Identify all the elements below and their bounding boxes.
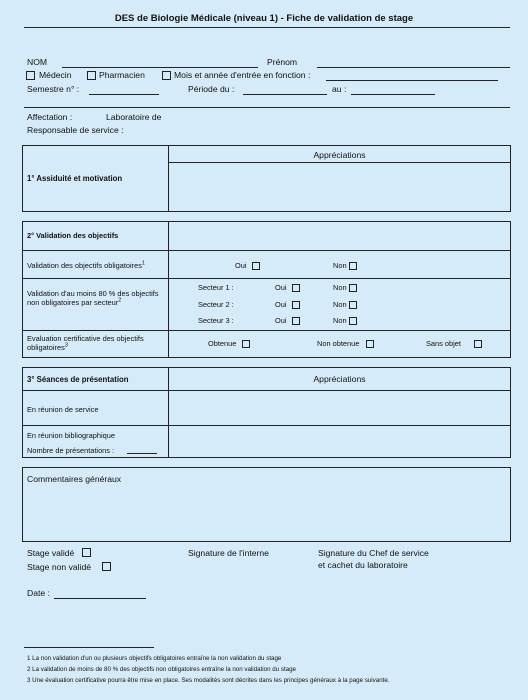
section1-title-text: Assiduité et motivation: [36, 174, 123, 183]
identity-divider: [24, 107, 510, 108]
row1-oui-label: Oui: [235, 261, 247, 270]
secteur3-non-checkbox[interactable]: [349, 317, 357, 325]
date-label: Date :: [27, 588, 50, 598]
section3-number: 3°: [27, 375, 35, 384]
row1-oui-checkbox[interactable]: [252, 262, 260, 270]
form-title: DES de Biologie Médicale (niveau 1) - Fiche de validation de stage: [114, 13, 414, 24]
row2-label: [27, 289, 164, 307]
title-rule: [24, 27, 510, 28]
periode-label: Période du :: [188, 84, 235, 94]
prenom-field[interactable]: [317, 67, 510, 68]
signature-chef-line2: et cachet du laboratoire: [318, 560, 408, 570]
secteur3-label: Secteur 3 :: [198, 316, 234, 325]
secteur1-non-checkbox[interactable]: [349, 284, 357, 292]
secteur3-oui-checkbox[interactable]: [292, 317, 300, 325]
secteur1-oui-checkbox[interactable]: [292, 284, 300, 292]
footnote-3: 3 Une évaluation certificative pourra être mise en place. Ses modalités sont décrites dans les principes généraux à la page suivante.: [27, 677, 390, 684]
secteur3-oui-label: Oui: [275, 316, 287, 325]
secteur2-label: Secteur 2 :: [198, 300, 234, 309]
section2-number: 2°: [27, 231, 35, 240]
section3-title: [27, 375, 129, 384]
secteur1-oui-label: Oui: [275, 283, 287, 292]
obtenue-checkbox[interactable]: [242, 340, 250, 348]
sans-objet-checkbox[interactable]: [474, 340, 482, 348]
laboratoire-label: Laboratoire de: [106, 112, 162, 122]
medecin-label: Médecin: [39, 70, 72, 80]
secteur2-oui-checkbox[interactable]: [292, 301, 300, 309]
row1-non-checkbox[interactable]: [349, 262, 357, 270]
secteur1-non-label: Non: [333, 283, 347, 292]
responsable-label: Responsable de service :: [27, 125, 124, 135]
row1-label: [27, 261, 145, 270]
section2-title-text: Validation des objectifs: [36, 231, 119, 240]
section2-title: [27, 231, 118, 240]
reunion-biblio-label: En réunion bibliographique: [27, 431, 115, 440]
semestre-field[interactable]: [89, 94, 159, 95]
pharmacien-checkbox[interactable]: [87, 71, 96, 80]
section2-rule3: [22, 330, 511, 331]
section2-rule2: [22, 278, 511, 279]
stage-valide-label: Stage validé: [27, 548, 75, 558]
row1-non-label: Non: [333, 261, 347, 270]
signature-interne-label: Signature de l'interne: [188, 548, 269, 558]
date-field[interactable]: [54, 598, 146, 599]
commentaires-label: Commentaires généraux: [27, 474, 122, 484]
non-obtenue-checkbox[interactable]: [366, 340, 374, 348]
row2-footnote-ref: 2: [118, 297, 122, 304]
section1-title: [27, 174, 122, 183]
semestre-label: Semestre n° :: [27, 84, 80, 94]
stage-non-valide-checkbox[interactable]: [102, 562, 111, 571]
mois-label: Mois et année d'entrée en fonction :: [174, 70, 311, 80]
row1-label-text: Validation des objectifs obligatoires: [27, 261, 142, 270]
footnote-2: 2 La validation de moins de 80 % des objectifs non obligatoires entraîne la non validation du stage: [27, 666, 296, 673]
row3-label: [27, 334, 167, 352]
nombre-presentations-label: Nombre de présentations :: [27, 446, 115, 455]
reunion-biblio-area[interactable]: [169, 426, 510, 457]
footnote-rule: [24, 647, 154, 648]
stage-non-valide-label: Stage non validé: [27, 562, 92, 572]
mois-checkbox[interactable]: [162, 71, 171, 80]
prenom-label: Prénom: [267, 57, 298, 67]
row2-label-text: Validation d'au moins 80 % des objectifs non obligatoires par secteur: [27, 289, 159, 307]
periode-au-field[interactable]: [351, 94, 435, 95]
section2-rule1: [22, 250, 511, 251]
secteur3-non-label: Non: [333, 316, 347, 325]
non-obtenue-label: Non obtenue: [317, 339, 360, 348]
reunion-service-area[interactable]: [169, 391, 510, 424]
stage-valide-checkbox[interactable]: [82, 548, 91, 557]
section3-appreciations: Appréciations: [313, 374, 366, 384]
section1-appreciations: Appréciations: [313, 150, 366, 160]
periode-du-field[interactable]: [243, 94, 327, 95]
nom-field[interactable]: [62, 67, 258, 68]
footnote-1: 1 La non validation d'un ou plusieurs objectifs obligatoires entraîne la non validation du stage: [27, 655, 282, 662]
section1-appreciation-area[interactable]: [169, 163, 510, 211]
row3-label-text: Evaluation certificative des objectifs obligatoires: [27, 334, 144, 352]
sans-objet-label: Sans objet: [426, 339, 461, 348]
nombre-presentations-field[interactable]: [127, 453, 157, 454]
section3-title-text: Séances de présentation: [36, 375, 129, 384]
row1-footnote-ref: 1: [141, 260, 145, 267]
pharmacien-label: Pharmacien: [99, 70, 145, 80]
mois-field[interactable]: [326, 80, 498, 81]
secteur2-oui-label: Oui: [275, 300, 287, 309]
section2-divider: [168, 221, 169, 358]
signature-chef-line1: Signature du Chef de service: [318, 548, 429, 558]
obtenue-label: Obtenue: [208, 339, 237, 348]
section1-number: 1°: [27, 174, 35, 183]
secteur1-label: Secteur 1 :: [198, 283, 234, 292]
au-label: au :: [332, 84, 347, 94]
secteur2-non-checkbox[interactable]: [349, 301, 357, 309]
secteur2-non-label: Non: [333, 300, 347, 309]
medecin-checkbox[interactable]: [26, 71, 35, 80]
affectation-label: Affectation :: [27, 112, 73, 122]
nom-label: NOM: [27, 57, 48, 67]
reunion-service-label: En réunion de service: [27, 405, 99, 414]
row3-footnote-ref: 3: [64, 342, 68, 349]
